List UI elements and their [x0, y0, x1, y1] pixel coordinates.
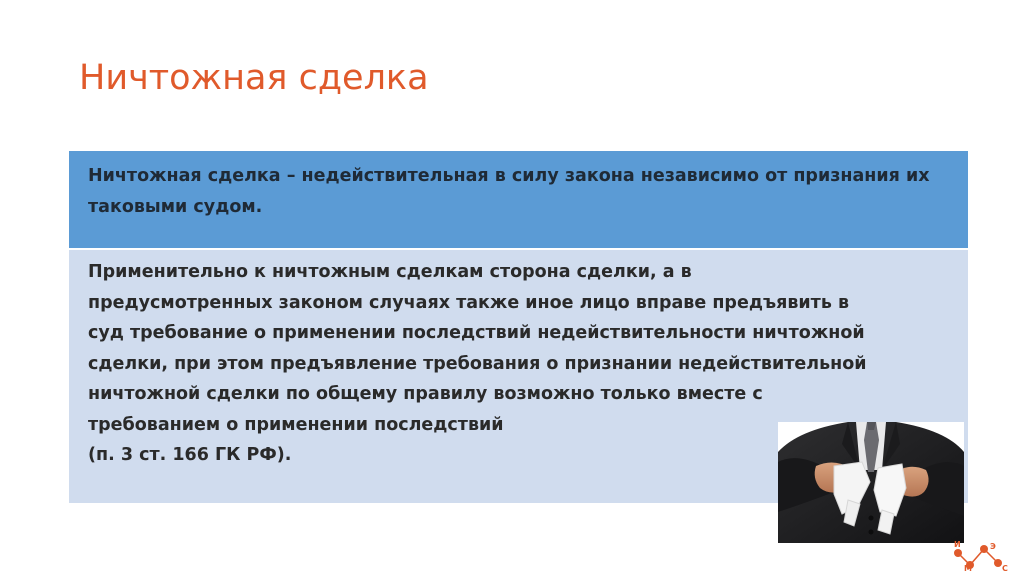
logo-letter: М: [964, 564, 972, 571]
body-line: предусмотренных законом случаях также иное лицо вправе предъявить в: [88, 292, 850, 313]
definition-text: Ничтожная сделка – недействительная в силу закона независимо от признания их таковыми судом.: [88, 166, 930, 217]
logo-letter: Э: [990, 542, 996, 551]
slide-title: Ничтожная сделка: [79, 58, 429, 98]
logo-letter: И: [954, 541, 961, 549]
businessman-tearing-paper-photo: [778, 422, 964, 543]
imes-logo: [950, 541, 1010, 571]
body-line: Применительно к ничтожным сделкам сторона сделки, а в: [88, 262, 692, 282]
body-line: сделки, при этом предъявление требования о признании недействительной: [88, 353, 867, 374]
logo-letter: С: [1002, 564, 1008, 571]
body-line: требованием о применении последствий: [88, 414, 504, 435]
body-line: суд требование о применении последствий недействительности ничтожной: [88, 323, 865, 343]
body-line: ничтожной сделки по общему правилу возможно только вместе с: [88, 384, 763, 404]
law-reference: (п. 3 ст. 166 ГК РФ).: [88, 445, 292, 465]
definition-box: [69, 151, 968, 248]
